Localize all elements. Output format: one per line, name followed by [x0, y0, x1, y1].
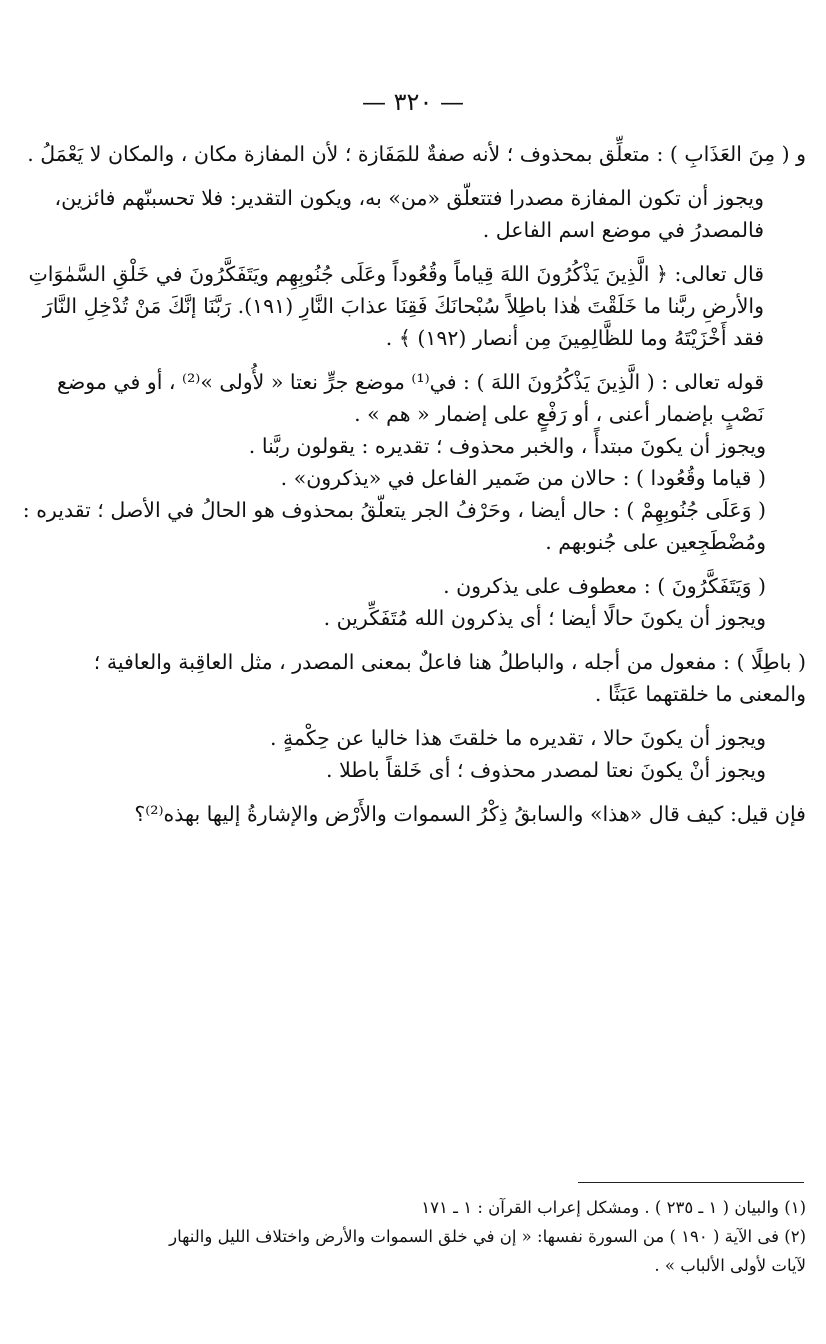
footnote-2-text: (٢) فى الآية ( ١٩٠ ) من السورة نفسها: « إن في خلق السموات والأرض واختلاف الليل والنهار [169, 1227, 806, 1246]
paragraph-min-al-adhab: و ( مِنَ العَذَابِ ) : متعلِّق بمحذوف ؛ لأنه صفةٌ للمَفَازة ؛ لأن المفازة مكان ، والمكان لا يَعْمَلُ . [27, 142, 806, 166]
footnote-1-text: (١) والبيان ( ١ ـ ٢٣٥ ) . ومشكل إعراب القرآن : ١ ـ ١٧١ [421, 1198, 806, 1217]
body-text [22, 138, 806, 842]
paragraph-mafaza-masdar: ويجوز أن تكون المفازة مصدرا فتتعلّق «من» به، ويكون التقدير: فلا تحسبنّهم فائزين، فالمصدرُ في موضع اسم الفاعل . [54, 186, 764, 242]
paragraph-qiyaman-wa-quudan: ( قياما وقُعُودا ) : حالان من ضَمير الفاعل في «يذكرون» . [280, 466, 766, 490]
paragraph-hikma: ويجوز أن يكونَ حالا ، تقديره ما خلقتَ هذا خاليا عن حِكْمةٍ . [269, 726, 766, 750]
paragraph-fa-in-qila: فإن قيل: كيف قال «هذا» والسابقُ ذِكْرُ السموات والأَرْض والإشارةُ إليها بهذه⁽²⁾؟ [134, 802, 806, 826]
paragraph-ala-junubihim: ( وَعَلَى جُنُوبِهِمْ ) : حال أيضا ، وحَرْفُ الجر يتعلّقُ بمحذوف هو الحالُ في الأصل ؛ تقديره : ومُضْطَجِعين على جُنوبهم . [22, 498, 766, 554]
paragraph-hal-aydan: ويجوز أن يكونَ حالًا أيضا ؛ أى يذكرون الله مُتَفَكِّرين . [323, 606, 766, 630]
footnote-2-continuation: لآيات لأولى الألباب » . [654, 1256, 806, 1275]
footnotes [22, 1193, 806, 1280]
paragraph-mubtada: ويجوز أن يكونَ مبتدأً ، والخبر محذوف ؛ تقديره : يقولون ربَّنا . [248, 434, 766, 458]
footnote-divider [578, 1182, 804, 1183]
paragraph-khalqan-batilan: ويجوز أنْ يكونَ نعتا لمصدر محذوف ؛ أى خَلقاً باطلا . [326, 758, 766, 782]
footnote-1 [22, 1193, 806, 1222]
paragraph-quran-verse: قال تعالى: ﴿ الَّذِينَ يَذْكُرُونَ اللهَ قِياماً وقُعُوداً وعَلَى جُنُوبِهِم ويَتَفَكَّرُونَ في خَلْقِ السَّمٰوَاتِ والأرضِ ربَّنا ما خَلَقْتَ هٰذا باطِلاً سُبْحانَكَ فَقِنَا عذابَ النَّارِ (١٩١). رَبَّنَا إنَّكَ مَنْ تُدْخِلِ النَّارَ فقد أَخْزَيْتَهُ وما للظَّالِمِينَ مِن أنصار (١٩٢) ﴾ . [28, 262, 764, 350]
footnote-2 [22, 1222, 806, 1280]
paragraph-qawluhu-taala: قوله تعالى : ( الَّذِينَ يَذْكُرُونَ اللهَ ) : في⁽¹⁾ موضع جرٍّ نعتا « لأُولى »⁽²⁾ ، أو في موضع نَصْبٍ بإضمار أعنى ، أو رَفْعٍ على إضمار « هم » . [56, 370, 764, 426]
paragraph-batilan: ( باطِلًا ) : مفعول من أجله ، والباطلُ هنا فاعلٌ بمعنى المصدر ، مثل العاقِبة والعافية ؛ والمعنى ما خلقتهما عَبَثًا . [93, 650, 806, 706]
page-number: — ٣٢٠ — [362, 88, 464, 116]
paragraph-yatafakkarun: ( وَيَتَفَكَّرُونَ ) : معطوف على يذكرون . [443, 574, 766, 598]
